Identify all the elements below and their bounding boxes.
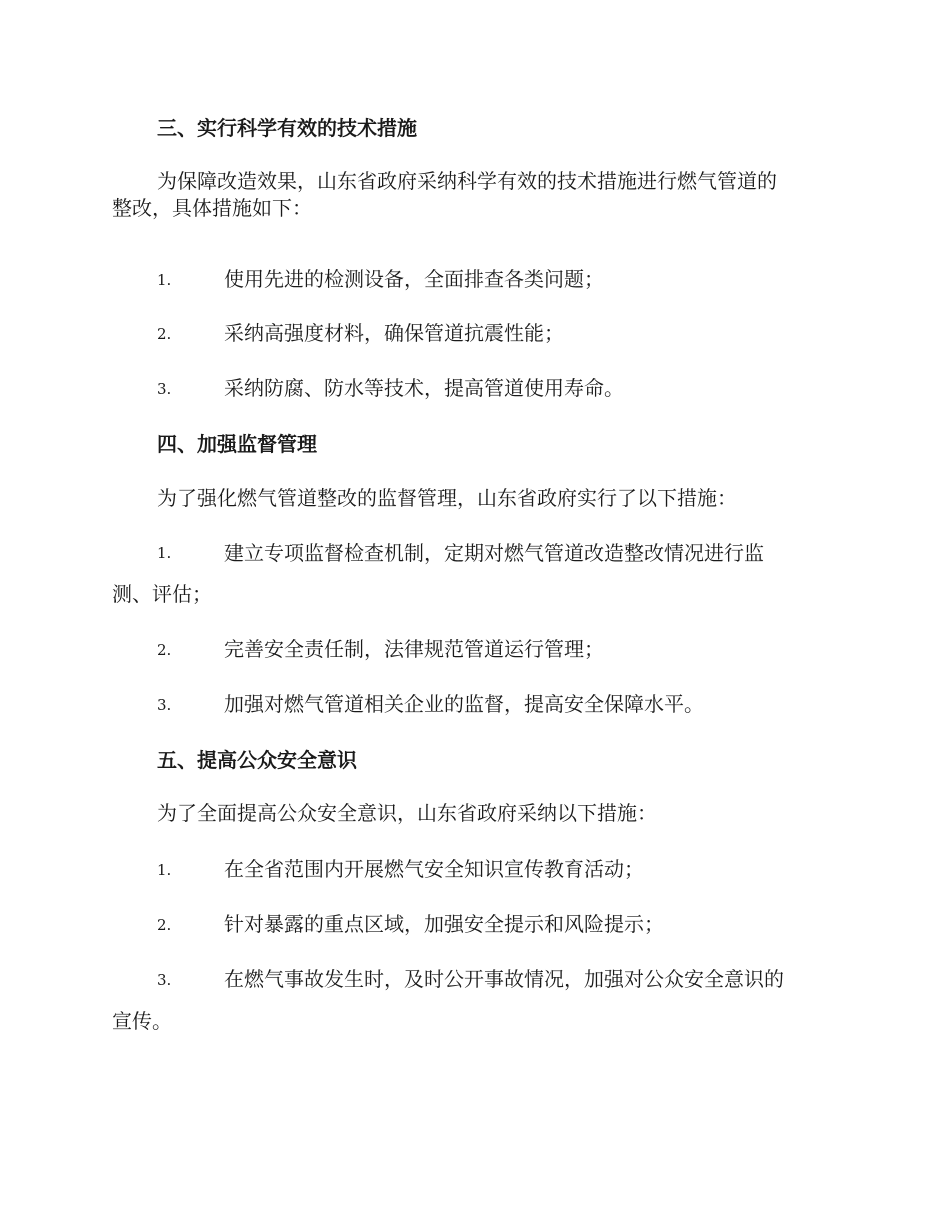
section-intro: [112, 485, 837, 512]
section-heading: 四、加强监督管理: [157, 432, 317, 456]
list-item-continuation: 宣传。: [112, 1009, 172, 1033]
list-item-number: 1.: [157, 861, 172, 879]
section-intro-line: 为了强化燃气管道整改的监督管理，山东省政府实行了以下措施：: [157, 486, 737, 510]
list-item: 建立专项监督检查机制，定期对燃气管道改造整改情况进行监: [224, 541, 764, 565]
list-item-number: 2.: [157, 916, 172, 934]
list-item-number: 3.: [157, 696, 172, 714]
list-item-number: 3.: [157, 971, 172, 989]
list-item-number: 1.: [157, 544, 172, 562]
list-item-number: 2.: [157, 641, 172, 659]
list-item: 采纳高强度材料，确保管道抗震性能；: [224, 321, 564, 345]
list-item: 在全省范围内开展燃气安全知识宣传教育活动；: [224, 857, 644, 881]
section-heading: 三、实行科学有效的技术措施: [157, 116, 417, 140]
list-item: 完善安全责任制，法律规范管道运行管理；: [224, 637, 604, 661]
list-item-number: 1.: [157, 271, 172, 289]
list-item: 采纳防腐、防水等技术，提高管道使用寿命。: [224, 376, 624, 400]
section-heading: 五、提高公众安全意识: [157, 748, 357, 772]
section-intro: [112, 800, 837, 827]
section-intro-line: 整改，具体措施如下：: [112, 196, 312, 220]
section-intro-line: 为保障改造效果，山东省政府采纳科学有效的技术措施进行燃气管道的: [157, 169, 777, 193]
section-intro: [112, 168, 837, 222]
list-item: 在燃气事故发生时，及时公开事故情况，加强对公众安全意识的: [224, 967, 784, 991]
list-item: 针对暴露的重点区域，加强安全提示和风险提示；: [224, 912, 664, 936]
list-item: 使用先进的检测设备，全面排查各类问题；: [224, 267, 604, 291]
list-item-continuation: 测、评估；: [112, 582, 212, 606]
section-intro-line: 为了全面提高公众安全意识，山东省政府采纳以下措施：: [157, 801, 657, 825]
list-item: 加强对燃气管道相关企业的监督，提高安全保障水平。: [224, 692, 704, 716]
list-item-number: 3.: [157, 380, 172, 398]
list-item-number: 2.: [157, 325, 172, 343]
